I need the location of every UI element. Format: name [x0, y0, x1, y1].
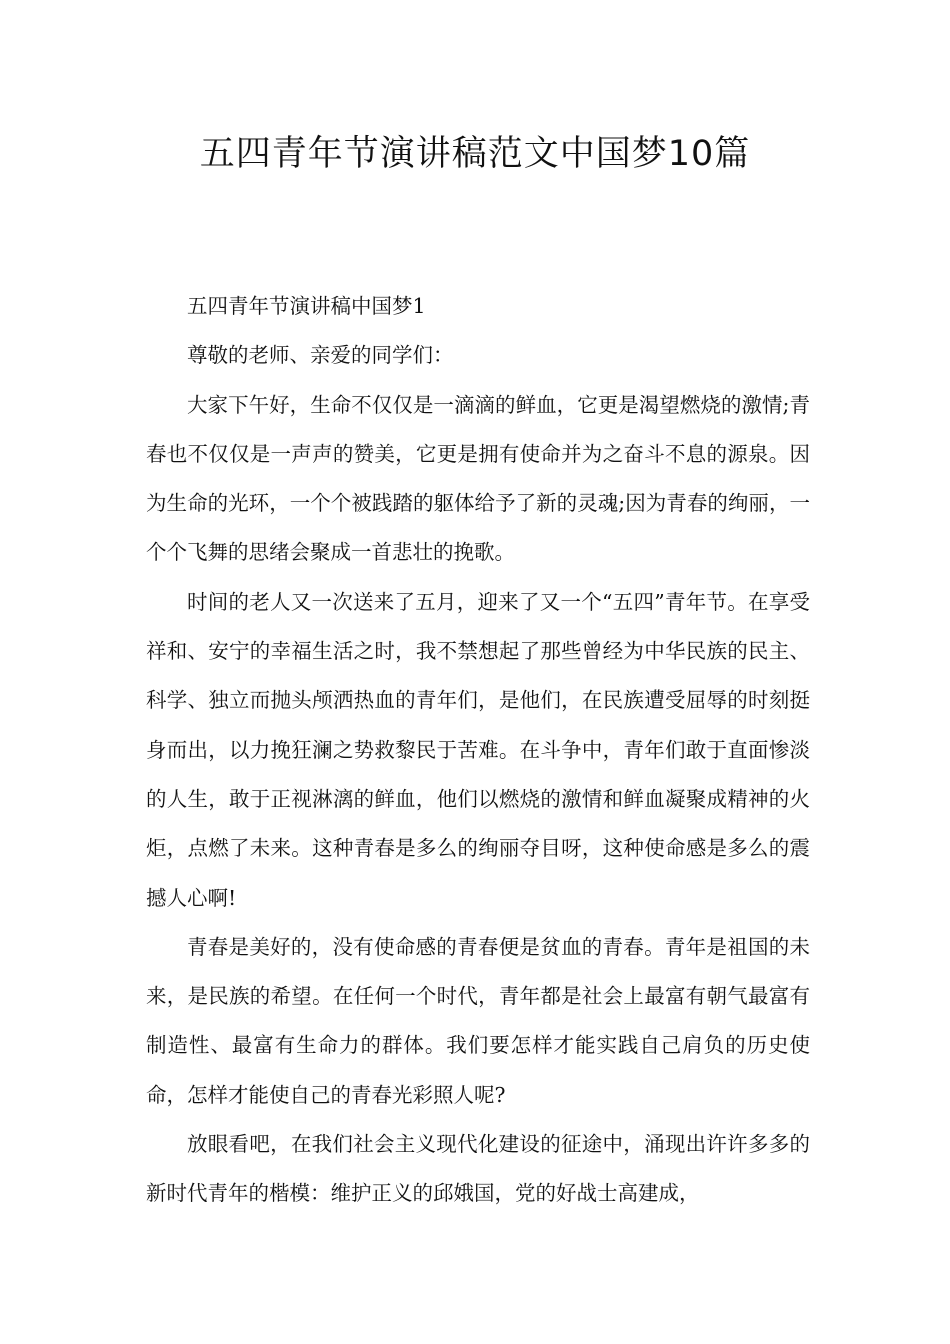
document-body — [146, 282, 810, 1219]
document-title: 五四青年节演讲稿范文中国梦10篇 — [199, 134, 751, 174]
body-paragraph: 青春是美好的，没有使命感的青春便是贫血的青春。青年是祖国的未来，是民族的希望。在任何一个时代，青年都是社会上最富有朝气最富有制造性、最富有生命力的群体。我们要怎样才能实践自己肩负的历史使命，怎样才能使自己的青春光彩照人呢? — [146, 934, 810, 1107]
body-paragraph: 时间的老人又一次送来了五月，迎来了又一个“五四”青年节。在享受祥和、安宁的幸福生活之时，我不禁想起了那些曾经为中华民族的民主、科学、独立而抛头颅洒热血的青年们，是他们，在民族遭受屈辱的时刻挺身而出，以力挽狂澜之势救黎民于苦难。在斗争中，青年们敢于直面惨淡的人生，敢于正视淋漓的鲜血，他们以燃烧的激情和鲜血凝聚成精神的火炬，点燃了未来。这种青春是多么的绚丽夺目呀，这种使命感是多么的震撼人心啊! — [146, 589, 810, 910]
salutation: 尊敬的老师、亲爱的同学们： — [187, 343, 454, 368]
body-paragraph: 放眼看吧，在我们社会主义现代化建设的征途中，涌现出许许多多的新时代青年的楷模：维护正义的邱娥国，党的好战士高建成， — [146, 1132, 810, 1206]
speech-heading: 五四青年节演讲稿中国梦1 — [187, 294, 426, 318]
body-paragraph: 大家下午好，生命不仅仅是一滴滴的鲜血，它更是渴望燃烧的激情;青春也不仅仅是一声声的赞美，它更是拥有使命并为之奋斗不息的源泉。因为生命的光环，一个个被践踏的躯体给予了新的灵魂;因为青春的绚丽，一个个飞舞的思绪会聚成一首悲壮的挽歌。 — [146, 392, 810, 565]
